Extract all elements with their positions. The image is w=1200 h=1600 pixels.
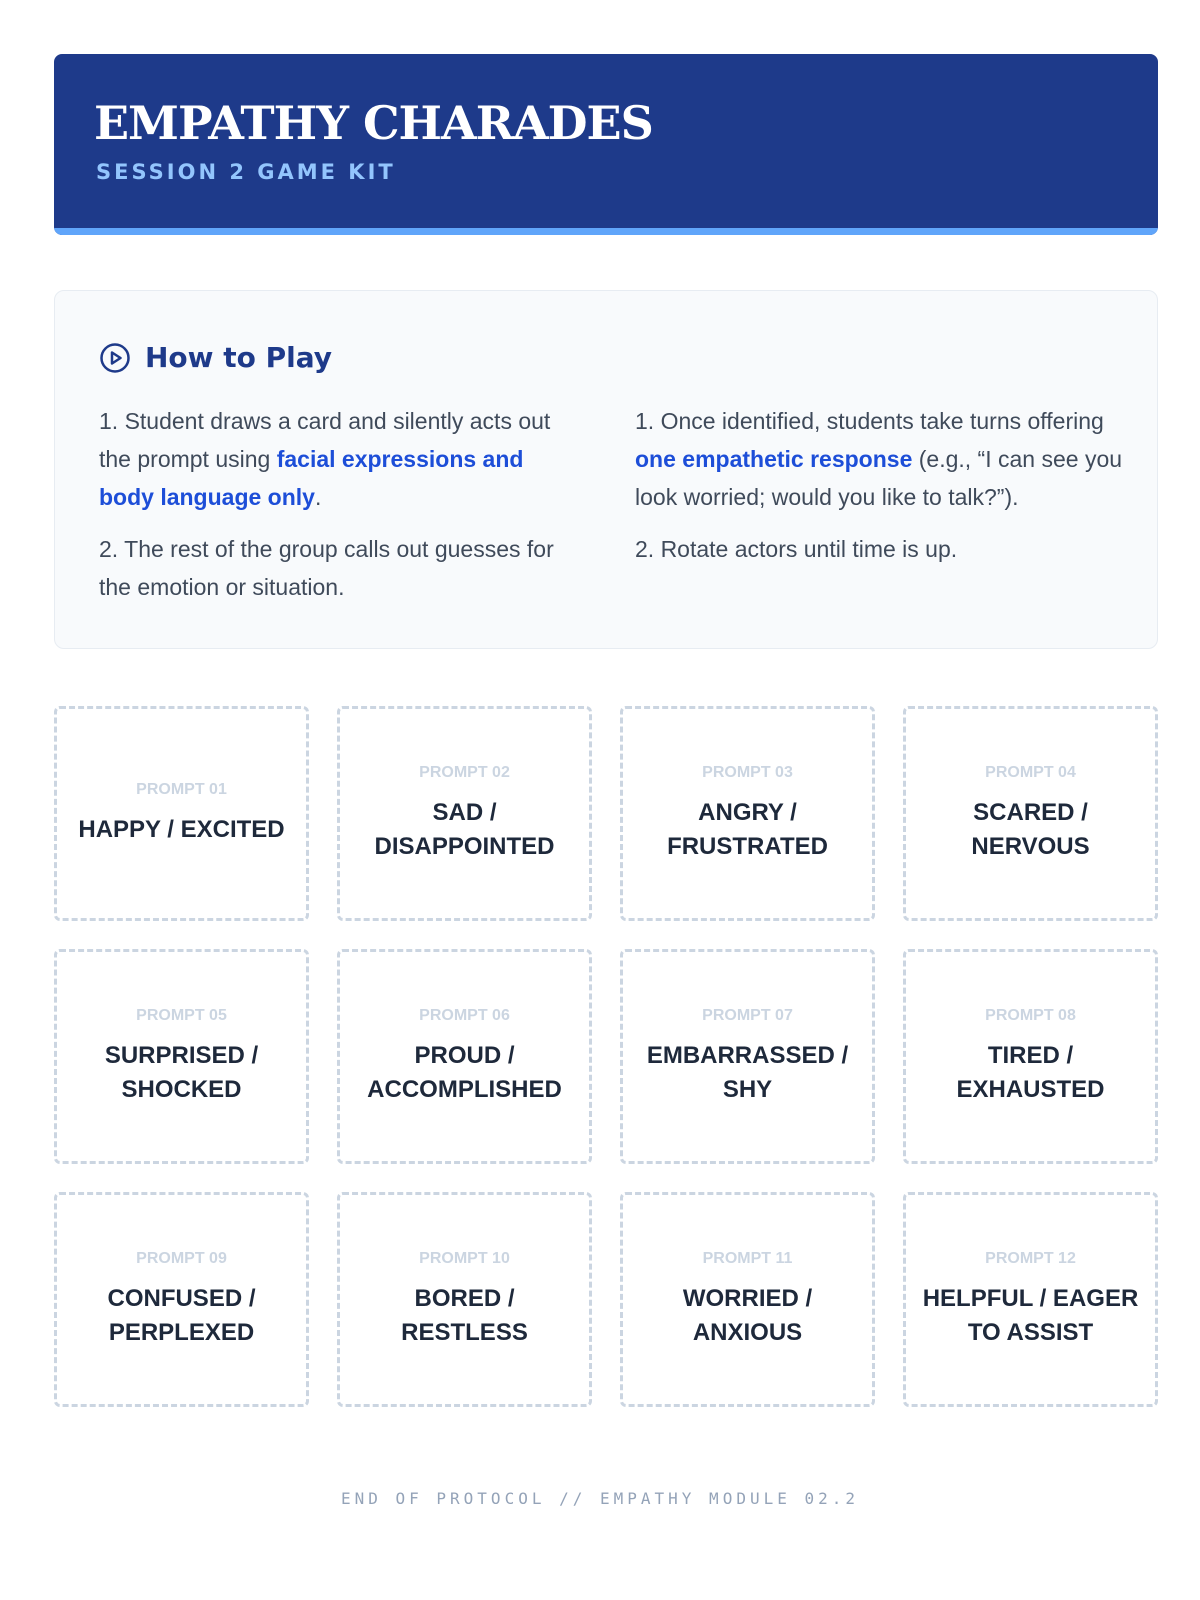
instruction-highlight: one empathetic response	[635, 446, 913, 472]
instruction-right-2: 2. Rotate actors until time is up.	[635, 536, 958, 562]
page-title: EMPATHY CHARADES	[94, 96, 653, 150]
prompt-number: PROMPT 11	[702, 1249, 793, 1267]
prompt-number: PROMPT 07	[702, 1006, 793, 1024]
prompt-number: PROMPT 01	[136, 780, 227, 798]
page-subtitle: SESSION 2 GAME KIT	[96, 160, 396, 184]
instruction-highlight: facial expressions and body language only	[99, 446, 524, 510]
prompt-number: PROMPT 08	[985, 1006, 1076, 1024]
play-circle-icon	[99, 342, 131, 374]
instruction-text: 1. Once identified, students take turns offering	[635, 408, 1104, 434]
prompt-card[interactable]	[620, 949, 875, 1164]
prompt-number: PROMPT 12	[985, 1249, 1076, 1267]
prompt-card[interactable]	[903, 1192, 1158, 1407]
prompt-label: EMBARRASSED / SHY	[646, 1041, 849, 1103]
prompt-card[interactable]	[337, 1192, 592, 1407]
prompt-number: PROMPT 06	[419, 1006, 510, 1024]
how-to-play-title: How to Play	[145, 341, 333, 374]
instruction-right-1	[635, 402, 1125, 516]
how-to-play-header	[99, 341, 332, 374]
prompt-card-grid	[54, 706, 1160, 1407]
instructions-right	[635, 402, 1125, 582]
prompt-number: PROMPT 05	[136, 1006, 227, 1024]
prompt-label: HAPPY / EXCITED	[78, 815, 285, 843]
instruction-text: .	[314, 484, 322, 510]
instruction-text: 1. Student draws a card and silently acts out the prompt using	[99, 408, 551, 472]
prompt-label: SURPRISED / SHOCKED	[104, 1041, 259, 1103]
footer-note: END OF PROTOCOL // EMPATHY MODULE 02.2	[340, 1489, 860, 1508]
prompt-number: PROMPT 09	[136, 1249, 227, 1267]
prompt-card[interactable]	[54, 949, 309, 1164]
how-to-play-panel	[54, 290, 1158, 649]
instruction-text: (e.g., “I can see you look worried; would you like to talk?”).	[635, 446, 1123, 510]
instructions-left	[99, 402, 569, 620]
prompt-card[interactable]	[337, 706, 592, 921]
prompt-card[interactable]	[620, 1192, 875, 1407]
instruction-left-2: 2. The rest of the group calls out guesses for the emotion or situation.	[99, 536, 554, 600]
prompt-card[interactable]	[903, 706, 1158, 921]
prompt-card[interactable]	[54, 1192, 309, 1407]
prompt-label: BORED / RESTLESS	[401, 1284, 528, 1346]
prompt-label: SAD / DISAPPOINTED	[374, 798, 555, 860]
prompt-card[interactable]	[337, 949, 592, 1164]
prompt-label: CONFUSED / PERPLEXED	[107, 1284, 256, 1346]
prompt-number: PROMPT 02	[419, 763, 510, 781]
prompt-card[interactable]	[620, 706, 875, 921]
prompt-card[interactable]	[903, 949, 1158, 1164]
prompt-label: WORRIED / ANXIOUS	[682, 1284, 813, 1346]
prompt-card[interactable]	[54, 706, 309, 921]
prompt-label: TIRED / EXHAUSTED	[956, 1041, 1105, 1103]
prompt-label: ANGRY / FRUSTRATED	[667, 798, 828, 860]
prompt-number: PROMPT 10	[419, 1249, 510, 1267]
instruction-left-1	[99, 402, 569, 516]
prompt-label: HELPFUL / EAGER TO ASSIST	[922, 1284, 1139, 1346]
header-banner	[54, 54, 1158, 235]
prompt-label: SCARED / NERVOUS	[971, 798, 1090, 860]
prompt-number: PROMPT 04	[985, 763, 1076, 781]
prompt-number: PROMPT 03	[702, 763, 793, 781]
prompt-label: PROUD / ACCOMPLISHED	[367, 1041, 562, 1103]
